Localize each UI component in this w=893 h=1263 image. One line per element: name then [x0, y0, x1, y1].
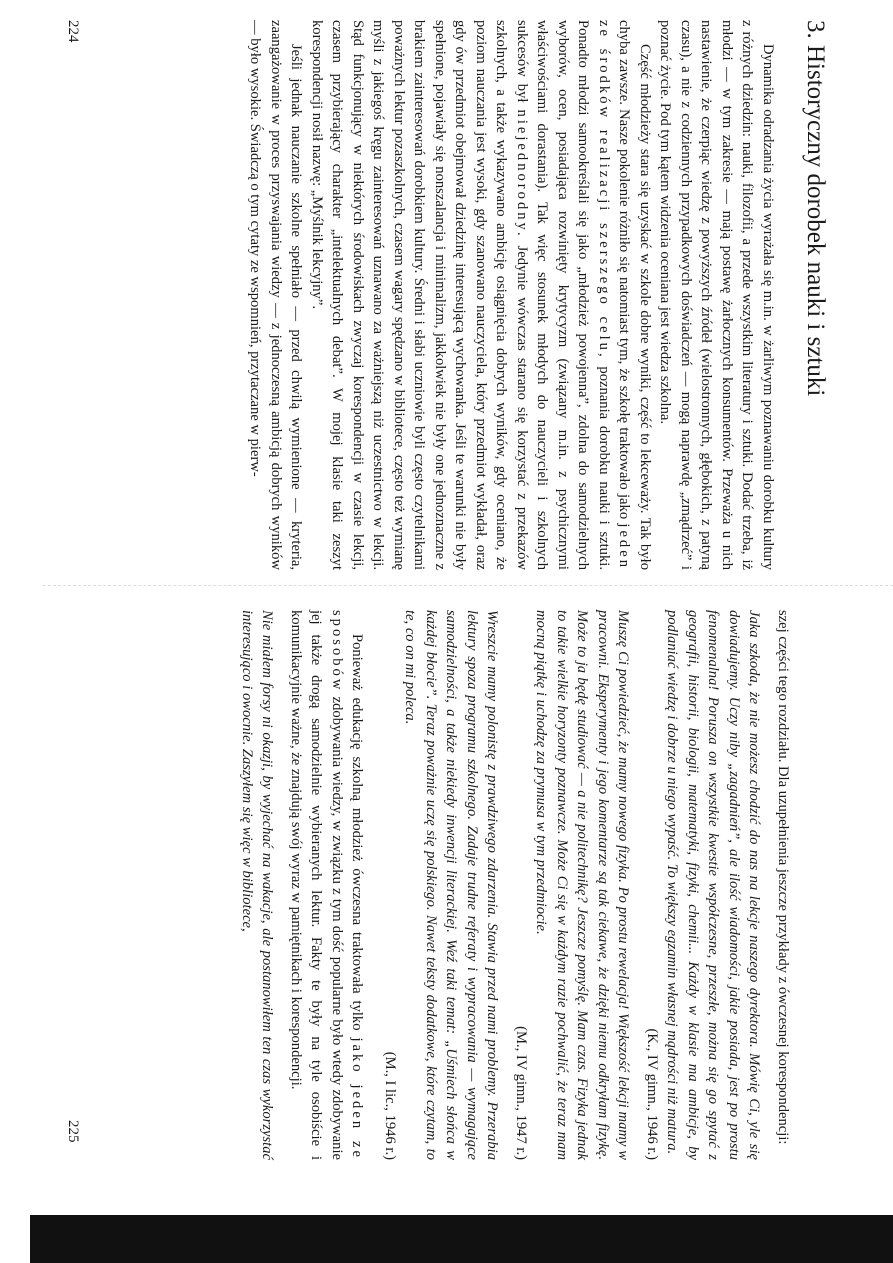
left-text-column — [245, 20, 778, 570]
quote-signature: (M., IV gimn., 1947 r.) — [513, 1026, 529, 1160]
text-run: poznania dorobku nauki i sztuki. Ponadto młodzi samookreślali się jako „młodzież powojenna”, zdolna do samodzielnych wyborów, ocen, posiadająca rozwinięty krytycyzm (związany m.in. z psychicznymi właściwościami dorastania). Tak więc stosunek młodych do nauczycieli i szkolnych sukcesów był — [514, 20, 612, 570]
left-page — [43, 0, 893, 580]
text-run: Ponieważ edukację szkolną młodzież ówczesna traktowała tylko — [349, 634, 366, 1031]
quote-signature: (M., I lic., 1946 r.) — [382, 1051, 398, 1160]
letter-quote: Muszę Ci powiedzieć, że mamy nowego fizyka. Po prostu rewelacja! Większość lekcji mamy w pracowni. Eksperymenty i jego komentarze są tak ciekawe, że dzięki niemu odkryłam fizykę. Może to ja będę studiować — a nie politechnikę? Jeszcze pomyślę. Mam czas. Fizyka jednak to takie wielkie horyzonty poznawcze. Może Ci się w każdym razie pochwalić, że teraz mam mocną piątkę i uchodzę za prymusa w tym przedmiocie. — [533, 610, 632, 1160]
scanner-shadow-edge — [30, 1215, 893, 1263]
letter-quote: Wreszcie mamy polonistę z prawdziwego zdarzenia. Stawia przed nami problemy. Przerabia lektury spoza programu szkolnego. Zadaje trudne referaty i wypracowania — wymagające samodzielności, a także niekiedy inwencji literackiej. Weź taki temat: „Uśmiech słońca w każdej błocie”. Teraz poważnie uczę się polskiego. Nawet teksty dodatkowe, które czytam, to te, co on mi poleca. — [402, 610, 501, 1160]
paragraph: Dynamika odradzania życia wyrażała się m.in. w żarliwym poznawaniu dorobku kultury z różnych dziedzin: nauki, filozofii, a przede wszystkim literatury i sztuki. Dodać trzeba, iż młodzi — w tym zakresie — mają postawę żarłocznych konsumentów. Przeważa u nich nastawienie, że czerpiąc wiedzę z powyższych źródeł (wielostronnych, głębokich, z patyną czasu), a nie z codziennych przypadkowych doświadczeń — mogą naprawdę „zmądrzeć” i poznać życie. Pod tym kątem widzenia oceniana jest wiedza szkolna. — [657, 20, 776, 570]
spaced-emphasis: jako jeden ze sposobów — [329, 610, 366, 1161]
chapter-title: 3. Historyczny dorobek nauki i sztuki — [802, 20, 829, 397]
spaced-emphasis: niejednorodny. — [514, 109, 530, 239]
page-number: 225 — [65, 1120, 81, 1143]
right-text-column — [237, 610, 794, 1160]
page-number: 224 — [65, 20, 81, 43]
quote-signature: (K., IV gimn., 1946 r.) — [644, 1028, 660, 1160]
paragraph: szej części tego rozdziału. Dla uzupełnienia jeszcze przykłady z ówczesnej korespondencji: — [775, 610, 791, 1145]
paragraph — [307, 20, 656, 570]
letter-quote: Nie miałem forsy ni okazji, by wyjechać na wakacje, ale postanowiłem ten czas wykorzystać interesująco i owocnie. Zaszyłem się więc w bibliotece, — [239, 610, 276, 1160]
text-run: zdobywania wiedzy, w związku z tym dość popularne było wtedy zdobywanie jej także drogą samodzielnie wybieranych lektur. Fakty te były na tyle osobiście i komunikacyjnie ważne, że znajdują swój wyraz w pamiętnikach i korespondencji. — [288, 610, 345, 1160]
paragraph: Jeśli jednak nauczanie szkolne spełniało — przed chwilą wymienione — kryteria, zaangażowanie w proces przyswajania wiedzy — z jednoczesną ambicją dobrych wyników — było wysokie. Świadczą o tym cytaty ze wspomnień, przytaczane w pierw- — [247, 20, 305, 570]
gutter-divider — [43, 585, 893, 594]
text-run: Część młodzieży stara się uzyskać w szkole dobre wyniki, część to lekceważy. Tak było chyba zawsze. Nasze pokolenie różniło się natomiast tym, że szkołę traktowało jako — [616, 20, 653, 570]
spaced-emphasis: jeden ze środków realizacji szerszego celu, — [596, 20, 633, 570]
letter-quote: Jaka szkoda, że nie możesz chodzić do nas na lekcje naszego dyrektora. Mówię Ci, yle się dowiadujemy. Uczy niby „zagadnień”, ale ilość wiadomości, jakie posiada, jest po prostu fenomenalna! Porusza on wszystkie kwestie współczesne, przeszłe, można się go spytać z geografii, historii, biologii, matematyki, fizyki, chemii... Każdy w klasie ma ambicje, by podlaniać wiedzę i dobrze u niego wypaść. To większy egzamin własnej mądrości niż matura. — [664, 610, 763, 1160]
text-run: Jedynie wówczas starano się korzystać z przekazów szkolnych, a także wykazywano ambicję osiągnięcia dobrych wyników, gdy oceniano, że poziom nauczania jest wysoki, gdy szanowano nauczyciela, który przedmiot wykładał, oraz gdy ów przedmiot obejmował dziedzinę interesującą wychowanka. Jeśli te warunki nie były spełnione, pojawiały się nonszalancja i minimalizm, jakkolwiek nie były one jednoznaczne z brakiem zainteresowań dorobkiem kultury. Średni i słabi uczniowie byli często czytelnikami poważnych lektur pozaszkolnych, czasem wagary spędzano w bibliotece, często też wymianę myśli z jakiegoś kręgu zainteresowań uznawano za ważniejszą niż uczestnictwo w lekcji. Stąd funkcjonujący w niektórych środowiskach zwyczaj korespondencji w czasie lekcji, czasem przybierający charakter „intelektualnych debat”. W mojej klasie taki zeszyt korespondencji nosił nazwę: „Myślnik lekcyjny”. — [309, 20, 530, 571]
paragraph — [286, 610, 368, 1160]
right-page — [43, 600, 893, 1180]
book-spread — [43, 0, 893, 1195]
